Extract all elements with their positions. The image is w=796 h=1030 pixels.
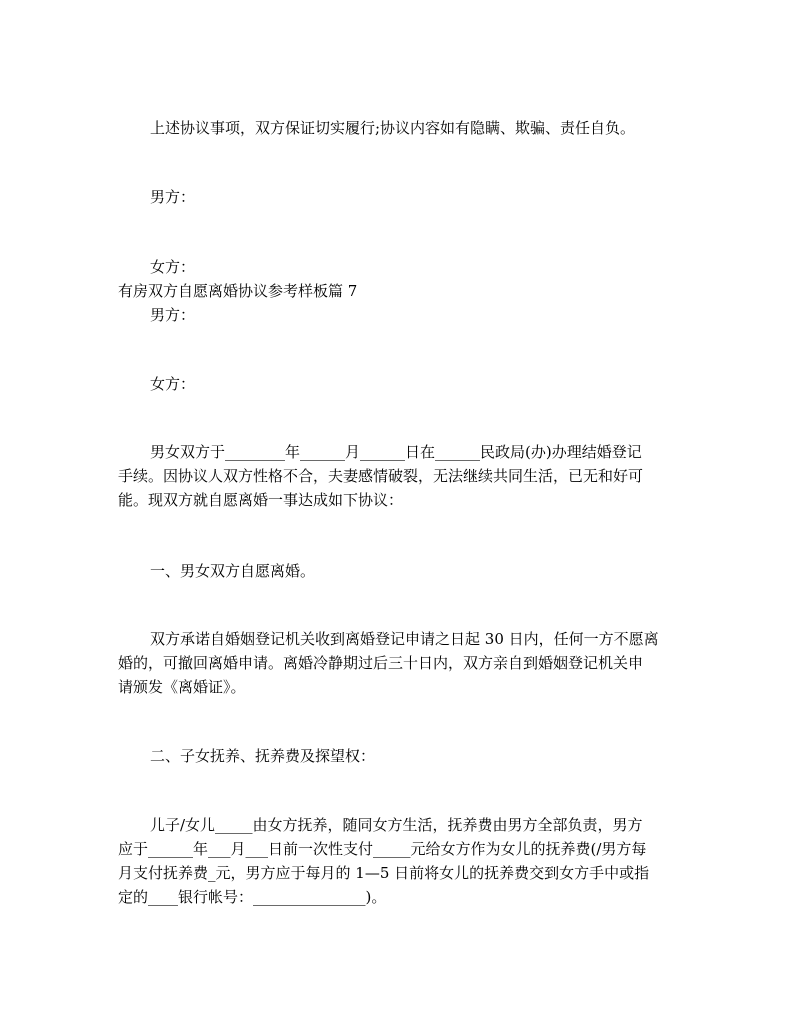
intro-line: 男女双方于________年______月______日在______民政局(办)办理结婚登记 <box>150 443 642 461</box>
intro-line: 手续。因协议人双方性格不合，夫妻感情破裂，无法继续共同生活，已无和好可 <box>118 467 644 485</box>
signature-female-label: 女方： <box>150 258 196 276</box>
guarantee-paragraph: 上述协议事项，双方保证切实履行;协议内容如有隐瞒、欺骗、责任自负。 <box>150 119 636 137</box>
clause1-line: 双方承诺自婚姻登记机关收到离婚登记申请之日起 30 日内，任何一方不愿离 <box>150 630 659 648</box>
clause2-heading: 二、子女抚养、抚养费及探望权： <box>150 747 376 765</box>
clause2-line: 月支付抚养费_元，男方应于每月的 1—5 日前将女儿的抚养费交到女方手中或指 <box>118 864 650 882</box>
clause2-line: 定的____银行帐号：_______________)。 <box>118 888 387 906</box>
intro-line: 能。现双方就自愿离婚一事达成如下协议： <box>118 491 404 509</box>
party-female-label: 女方： <box>150 375 196 393</box>
clause1-line: 请颁发《离婚证》。 <box>118 678 246 696</box>
clause1-line: 婚的，可撤回离婚申请。离婚冷静期过后三十日内，双方亲自到婚姻登记机关申 <box>118 654 644 672</box>
clause2-line: 应于______年___月___日前一次性支付_____元给女方作为女儿的抚养费(/男方每 <box>118 840 647 858</box>
signature-male-label: 男方： <box>150 188 196 206</box>
clause2-line: 儿子/女儿_____由女方抚养，随同女方生活，抚养费由男方全部负责，男方 <box>150 816 643 834</box>
party-male-label: 男方： <box>150 306 196 324</box>
clause1-heading: 一、男女双方自愿离婚。 <box>150 562 316 580</box>
section-title: 有房双方自愿离婚协议参考样板篇 7 <box>118 282 358 300</box>
